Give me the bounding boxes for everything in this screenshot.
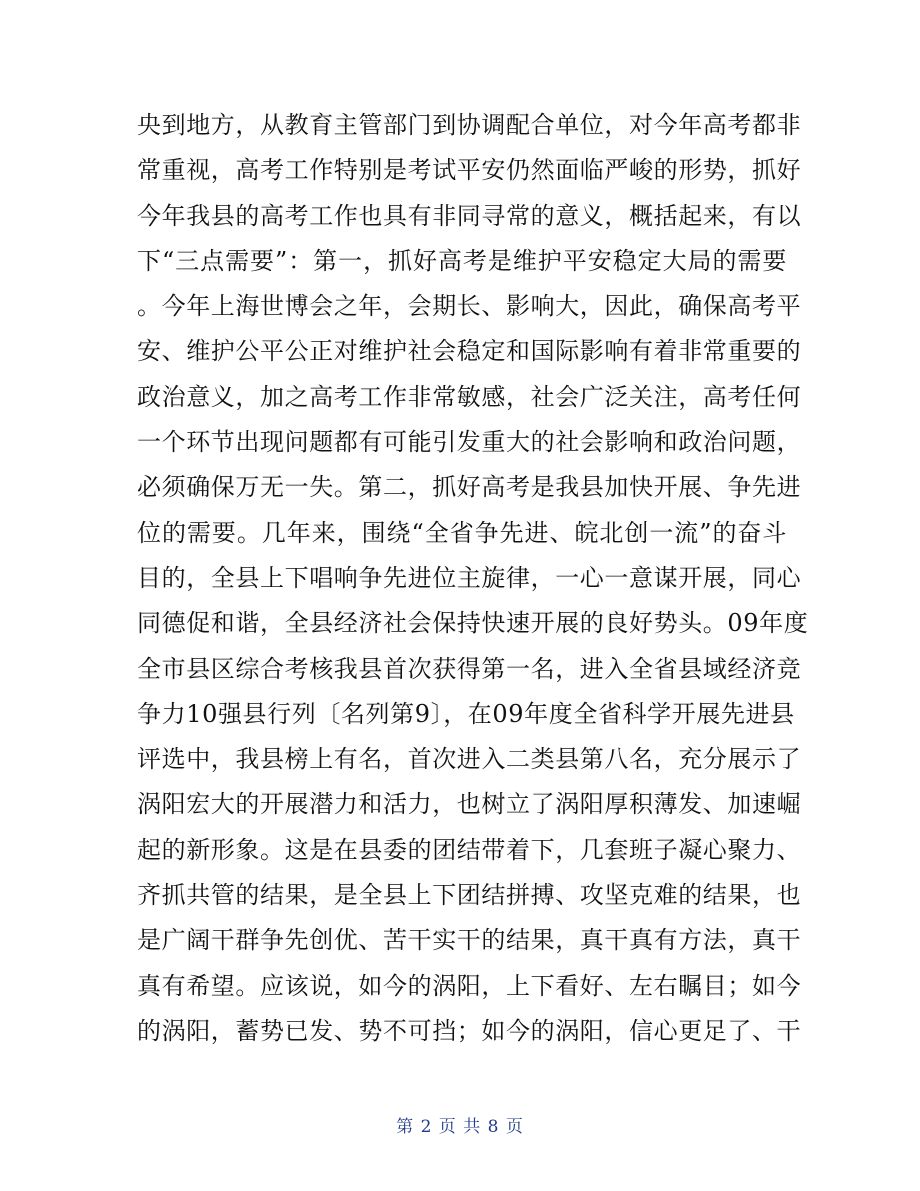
text-line: 位的需要。几年来，围绕“全省争先进、皖北创一流”的奋斗 bbox=[137, 518, 787, 547]
page-footer bbox=[0, 1112, 920, 1137]
text-line: 目的，全县上下唱响争先进位主旋律，一心一意谋开展，同心 bbox=[137, 563, 802, 592]
text-line: 一个环节出现问题都有可能引发重大的社会影响和政治问题， bbox=[137, 428, 802, 457]
body-text bbox=[137, 103, 809, 1054]
text-line: 齐抓共管的结果，是全县上下团结拼搏、攻坚克难的结果，也 bbox=[137, 881, 802, 910]
text-line: 常重视，高考工作特别是考试平安仍然面临严峻的形势，抓好 bbox=[137, 156, 802, 185]
text-line: 涡阳宏大的开展潜力和活力，也树立了涡阳厚积薄发、加速崛 bbox=[137, 790, 802, 819]
text-line: 起的新形象。这是在县委的团结带着下，几套班子凝心聚力、 bbox=[137, 835, 802, 864]
text-line: 下“三点需要”：第一，抓好高考是维护平安稳定大局的需要 bbox=[137, 246, 787, 275]
text-line: 同德促和谐，全县经济社会保持快速开展的良好势头。09年度 bbox=[137, 609, 809, 638]
text-line: 安、维护公平公正对维护社会稳定和国际影响有着非常重要的 bbox=[137, 337, 802, 366]
text-line: 真有希望。应该说，如今的涡阳，上下看好、左右瞩目；如今 bbox=[137, 971, 802, 1000]
page-number-label: 第 2 页 共 8 页 bbox=[396, 1117, 524, 1137]
text-line: 评选中，我县榜上有名，首次进入二类县第八名，充分展示了 bbox=[137, 745, 802, 774]
text-line: 必须确保万无一失。第二，抓好高考是我县加快开展、争先进 bbox=[137, 473, 802, 502]
text-line: 。今年上海世博会之年，会期长、影响大，因此，确保高考平 bbox=[137, 292, 802, 321]
text-line: 今年我县的高考工作也具有非同寻常的意义，概括起来，有以 bbox=[137, 201, 802, 230]
text-line: 争力10强县行列〔名列第9〕，在09年度全省科学开展先进县 bbox=[137, 699, 795, 728]
text-line: 的涡阳，蓄势已发、势不可挡；如今的涡阳，信心更足了、干 bbox=[137, 1016, 802, 1045]
text-line: 央到地方，从教育主管部门到协调配合单位，对今年高考都非 bbox=[137, 111, 802, 139]
text-line: 是广阔干群争先创优、苦干实干的结果，真干真有方法，真干 bbox=[137, 926, 802, 955]
text-line: 政治意义，加之高考工作非常敏感，社会广泛关注，高考任何 bbox=[137, 382, 802, 411]
text-line: 全市县区综合考核我县首次获得第一名，进入全省县域经济竞 bbox=[137, 654, 802, 683]
